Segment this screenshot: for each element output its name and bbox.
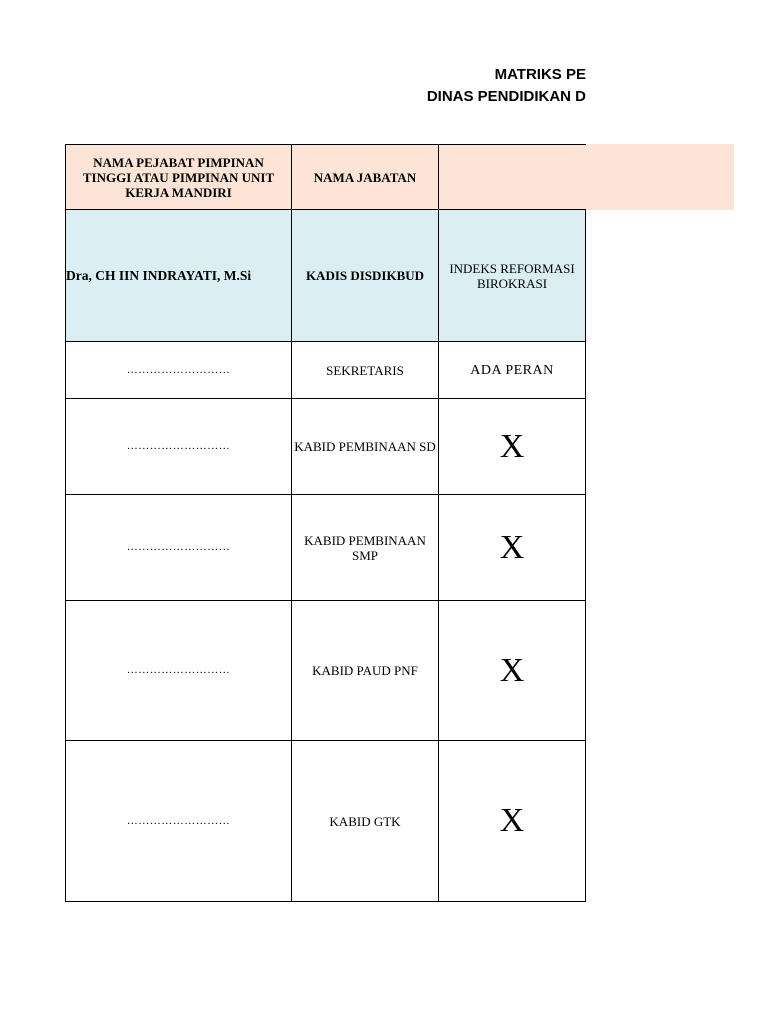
table-header-row xyxy=(66,145,586,210)
role-mark-cell: X xyxy=(439,741,586,902)
official-name-cell: ……………………… xyxy=(66,741,292,902)
official-name-cell: Dra, CH IIN INDRAYATI, M.Si xyxy=(66,210,292,342)
official-name-cell: ……………………… xyxy=(66,495,292,601)
role-cell: ADA PERAN xyxy=(439,342,586,399)
position-cell: SEKRETARIS xyxy=(292,342,439,399)
role-cell: INDEKS REFORMASI BIROKRASI xyxy=(439,210,586,342)
table-row-head-official xyxy=(66,210,586,342)
official-name-cell: ……………………… xyxy=(66,399,292,495)
table-row xyxy=(66,601,586,741)
position-cell: KABID PEMBINAAN SMP xyxy=(292,495,439,601)
role-mark-cell: X xyxy=(439,601,586,741)
position-cell: KABID PAUD PNF xyxy=(292,601,439,741)
official-name-cell: ……………………… xyxy=(66,342,292,399)
table-row xyxy=(66,741,586,902)
table-row xyxy=(66,399,586,495)
document-title: MATRIKS PE xyxy=(494,66,586,83)
official-name-cell: ……………………… xyxy=(66,601,292,741)
header-extension-strip xyxy=(586,144,734,210)
role-mark-cell: X xyxy=(439,399,586,495)
role-mark-cell: X xyxy=(439,495,586,601)
position-cell: KABID GTK xyxy=(292,741,439,902)
matrix-table xyxy=(65,144,586,902)
header-official-name: NAMA PEJABAT PIMPINAN TINGGI ATAU PIMPINAN UNIT KERJA MANDIRI xyxy=(66,145,292,210)
document-subtitle: DINAS PENDIDIKAN D xyxy=(426,88,586,105)
table-row xyxy=(66,495,586,601)
position-cell: KABID PEMBINAAN SD xyxy=(292,399,439,495)
header-position-name: NAMA JABATAN xyxy=(292,145,439,210)
position-cell: KADIS DISDIKBUD xyxy=(292,210,439,342)
table-row xyxy=(66,342,586,399)
header-role xyxy=(439,145,586,210)
